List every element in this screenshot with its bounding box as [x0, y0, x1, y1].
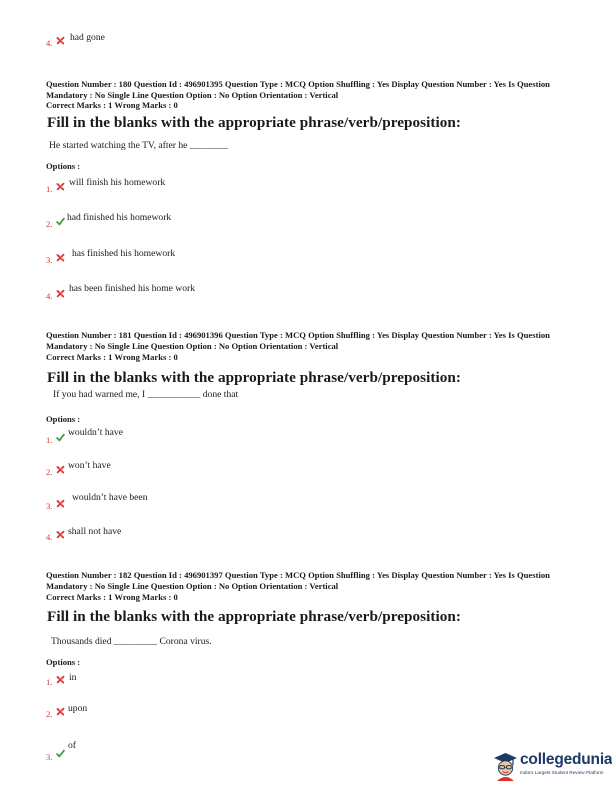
option-number: 2.	[46, 219, 53, 229]
question-stem: Thousands died _________ Corona virus.	[51, 636, 212, 647]
cross-icon	[56, 289, 65, 298]
option-text: shall not have	[68, 526, 122, 537]
logo-tagline: India's Largest Student Review Platform	[520, 770, 604, 775]
collegedunia-logo	[492, 749, 612, 785]
cross-icon	[56, 36, 65, 45]
cross-icon	[56, 182, 65, 191]
options-label: Options :	[46, 414, 81, 424]
question-marks: Correct Marks : 1 Wrong Marks : 0	[46, 592, 178, 602]
option-number: 1.	[46, 184, 53, 194]
option-number: 1.	[46, 677, 53, 687]
question-heading: Fill in the blanks with the appropriate phrase/verb/preposition:	[47, 608, 462, 625]
option-text: has been finished his home work	[69, 283, 196, 294]
option-text: had finished his homework	[67, 212, 172, 223]
option-number: 2.	[46, 467, 53, 477]
option-text: of	[68, 740, 76, 751]
option-number: 4.	[46, 532, 53, 542]
question-stem: If you had warned me, I ___________ done that	[53, 389, 239, 400]
question-heading: Fill in the blanks with the appropriate phrase/verb/preposition:	[47, 114, 462, 131]
option-number: 3.	[46, 255, 53, 265]
option-number: 4.	[46, 291, 53, 301]
check-icon	[56, 217, 65, 226]
cross-icon	[56, 675, 65, 684]
question-marks: Correct Marks : 1 Wrong Marks : 0	[46, 352, 178, 362]
graduate-mascot-icon	[492, 751, 519, 781]
options-label: Options :	[46, 161, 81, 171]
cross-icon	[56, 465, 65, 474]
option-text: will finish his homework	[69, 177, 166, 188]
option-text: wouldn’t have	[68, 427, 123, 438]
logo-wordmark: collegedunia	[520, 751, 612, 768]
option-text: upon	[68, 703, 88, 714]
cross-icon	[56, 499, 65, 508]
check-icon	[56, 433, 65, 442]
option-text: won’t have	[68, 460, 111, 471]
question-stem: He started watching the TV, after he ________	[49, 140, 229, 151]
question-meta: Question Number : 181 Question Id : 496901396 Question Type : MCQ Option Shuffling : Yes Display Question Number : Yes Is Question Mandatory : No Single Line Question Option : No Option Orientation : Vertical	[46, 330, 550, 351]
options-label: Options :	[46, 657, 81, 667]
option-number: 3.	[46, 752, 53, 762]
question-meta: Question Number : 182 Question Id : 496901397 Question Type : MCQ Option Shuffling : Yes Display Question Number : Yes Is Question Mandatory : No Single Line Question Option : No Option Orientation : Vertical	[46, 570, 550, 591]
option-number: 1.	[46, 435, 53, 445]
question-heading: Fill in the blanks with the appropriate phrase/verb/preposition:	[47, 369, 462, 386]
option-text: wouldn’t have been	[72, 492, 148, 503]
question-marks: Correct Marks : 1 Wrong Marks : 0	[46, 100, 178, 110]
option-number: 4.	[46, 38, 53, 48]
question-meta: Question Number : 180 Question Id : 496901395 Question Type : MCQ Option Shuffling : Yes Display Question Number : Yes Is Question Mandatory : No Single Line Question Option : No Option Orientation : Vertical	[46, 79, 550, 100]
check-icon	[56, 749, 65, 758]
cross-icon	[56, 707, 65, 716]
option-text: in	[69, 672, 77, 683]
option-number: 3.	[46, 501, 53, 511]
option-text: has finished his homework	[72, 248, 176, 259]
option-number: 2.	[46, 709, 53, 719]
cross-icon	[56, 253, 65, 262]
option-text: had gone	[70, 32, 105, 43]
cross-icon	[56, 530, 65, 539]
